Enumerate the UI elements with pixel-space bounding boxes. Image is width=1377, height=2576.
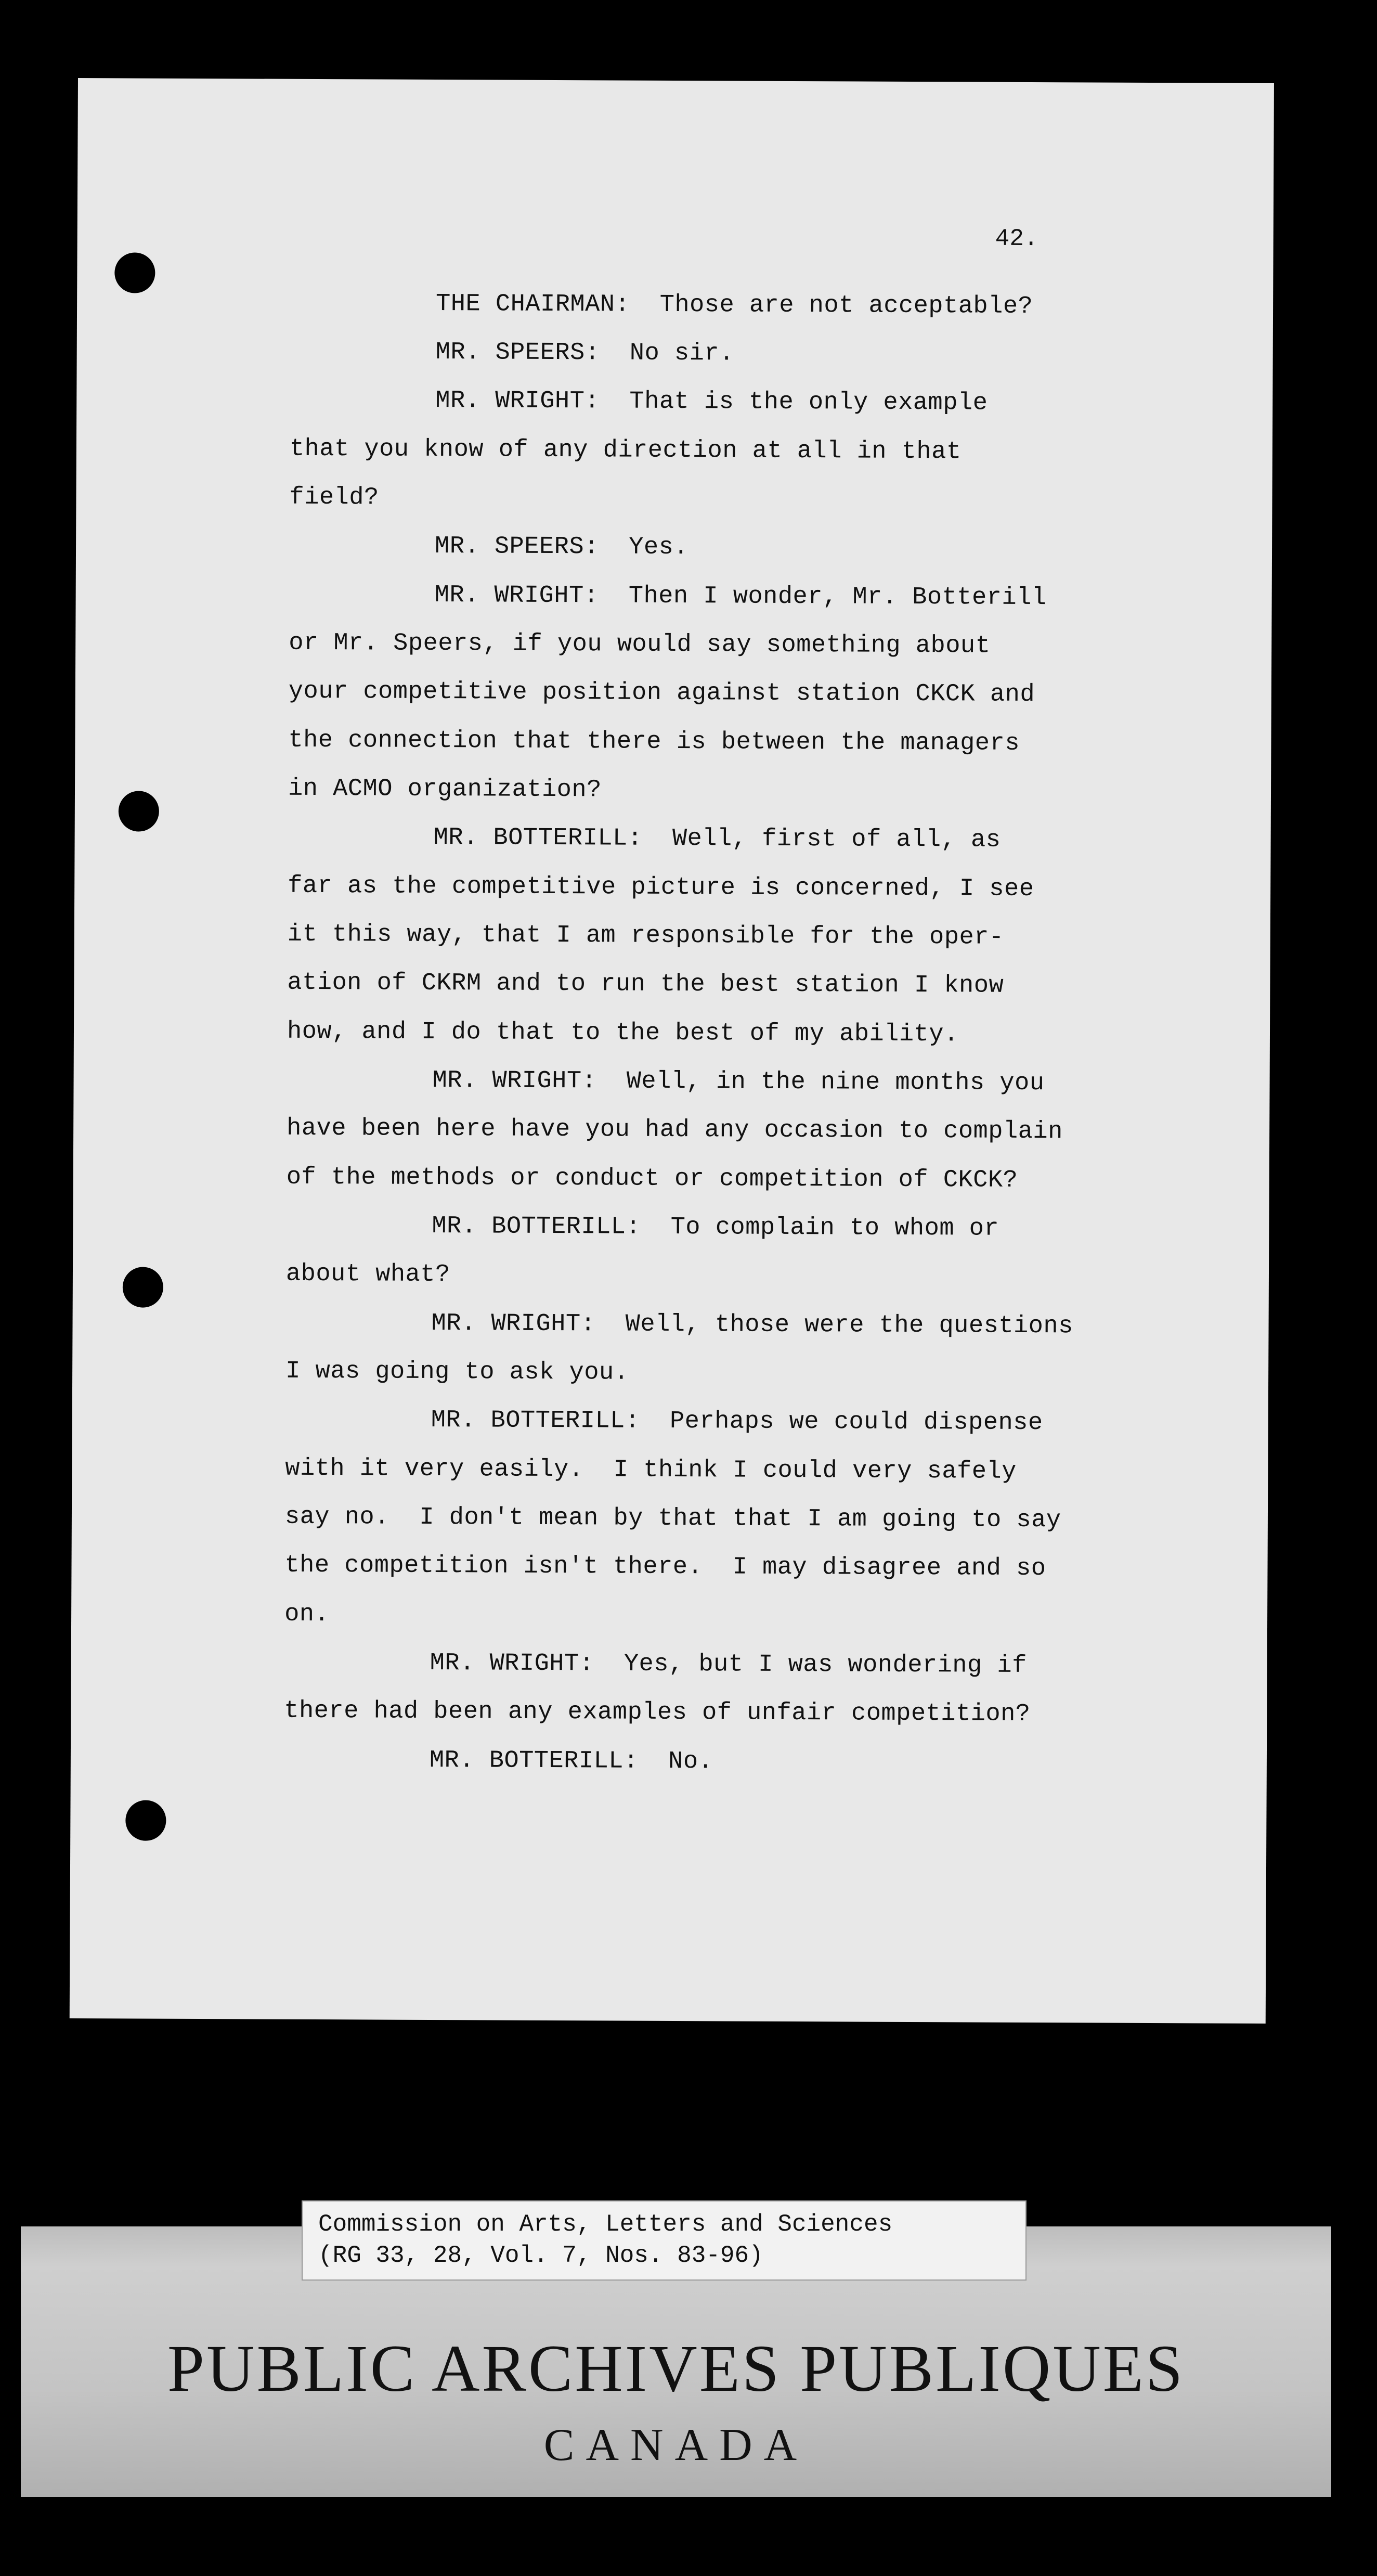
archive-reference-label: [302, 2200, 1027, 2281]
transcript-line: MR. WRIGHT: Well, those were the questions: [431, 1309, 1073, 1341]
transcript-line: MR. SPEERS: No sir.: [435, 339, 734, 368]
archives-country: CANADA: [543, 2420, 809, 2470]
punch-hole: [119, 791, 159, 831]
transcript-line: I was going to ask you.: [285, 1357, 629, 1387]
transcript-line: in ACMO organization?: [288, 775, 602, 804]
archive-label-line: (RG 33, 28, Vol. 7, Nos. 83-96): [318, 2242, 763, 2269]
archives-title: PUBLIC ARCHIVES PUBLIQUES: [167, 2332, 1185, 2405]
transcript-line: have been here have you had any occasion to complain: [287, 1114, 1063, 1146]
transcript-line: MR. BOTTERILL: No.: [429, 1746, 713, 1776]
transcript-line: the competition isn't there. I may disagree and so: [284, 1551, 1046, 1583]
transcript-line: it this way, that I am responsible for the oper-: [287, 920, 1004, 951]
transcript-line: THE CHAIRMAN: Those are not acceptable?: [435, 290, 1033, 321]
transcript-line: far as the competitive picture is concerned, I see: [288, 872, 1034, 904]
transcript-line: the connection that there is between the managers: [288, 726, 1020, 757]
transcript-line: about what?: [285, 1260, 450, 1289]
transcript-line: ation of CKRM and to run the best station I know: [287, 969, 1004, 1000]
transcript-line: of the methods or conduct or competition of CKCK?: [286, 1163, 1018, 1194]
punch-hole: [114, 252, 155, 293]
transcript-line: that you know of any direction at all in that: [289, 435, 962, 466]
transcript-line: MR. WRIGHT: Yes, but I was wondering if: [430, 1649, 1028, 1680]
page-number: 42.: [995, 225, 1038, 253]
punch-hole: [125, 1800, 166, 1840]
transcript-line: MR. WRIGHT: Well, in the nine months you: [432, 1066, 1045, 1098]
document-page: [70, 78, 1274, 2024]
transcript-line: MR. BOTTERILL: Well, first of all, as: [433, 823, 1001, 854]
transcript-line: on.: [284, 1600, 330, 1629]
transcript-line: there had been any examples of unfair competition?: [284, 1697, 1031, 1729]
archive-label-line: Commission on Arts, Letters and Sciences: [318, 2211, 893, 2238]
transcript-body: [284, 290, 1226, 1776]
transcript-line: MR. BOTTERILL: To complain to whom or: [432, 1212, 999, 1243]
transcript-line: say no. I don't mean by that that I am going to say: [284, 1503, 1061, 1535]
transcript-line: your competitive position against station CKCK and: [288, 677, 1035, 709]
transcript-line: MR. WRIGHT: Then I wonder, Mr. Botterill: [434, 582, 1047, 612]
transcript-line: MR. WRIGHT: That is the only example: [435, 387, 988, 417]
transcript-line: or Mr. Speers, if you would say something about: [289, 629, 991, 660]
transcript-line: MR. SPEERS: Yes.: [434, 533, 689, 562]
transcript-line: with it very easily. I think I could very safely: [285, 1454, 1017, 1486]
transcript-line: MR. BOTTERILL: Perhaps we could dispense: [431, 1406, 1043, 1437]
transcript-line: field?: [289, 483, 379, 512]
punch-hole: [123, 1267, 163, 1307]
transcript-line: how, and I do that to the best of my ability.: [287, 1017, 959, 1049]
